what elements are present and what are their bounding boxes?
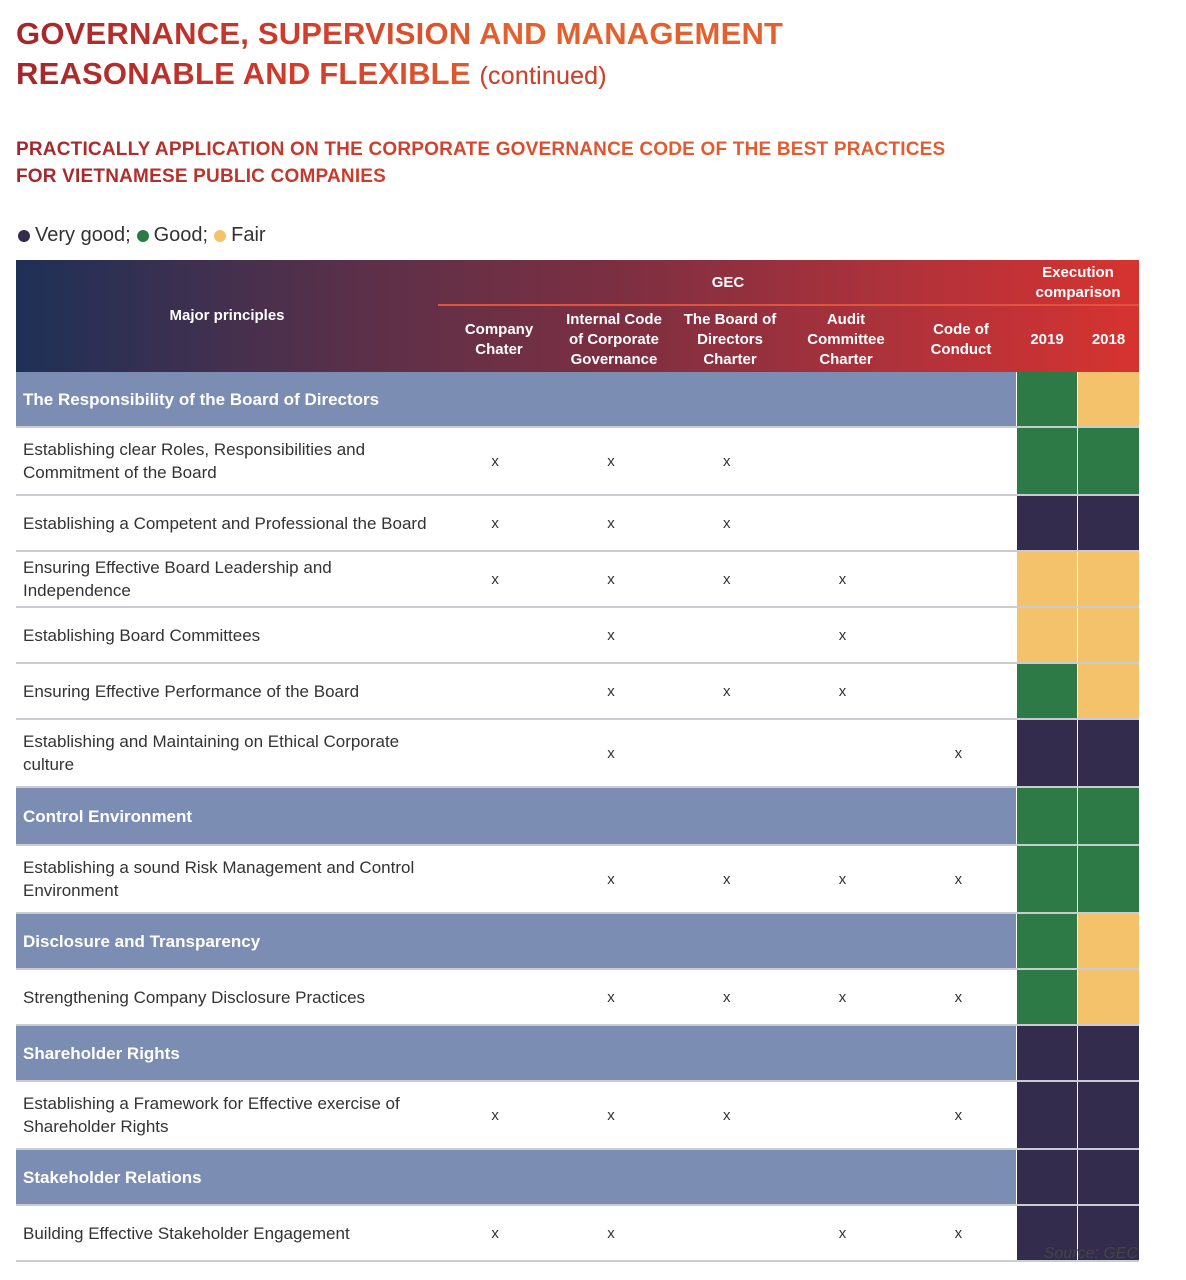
mark-cell: x — [722, 570, 731, 588]
mark-cell: x — [607, 1106, 615, 1124]
table-row — [16, 970, 1139, 1026]
rating-cell-2018 — [1077, 664, 1139, 718]
mark-cell — [437, 664, 553, 718]
mark-cell — [669, 788, 785, 844]
rating-cell-2019 — [1016, 846, 1077, 912]
mark-cell: x — [491, 452, 499, 470]
mark-cell — [785, 496, 901, 550]
rating-cell-2019 — [1016, 608, 1077, 662]
table-row — [16, 1082, 1139, 1150]
legend-label: Good; — [153, 224, 209, 246]
legend-label: Very good; — [35, 224, 131, 246]
header-board-charter: The Board of Directors Charter — [683, 311, 777, 368]
source-note: Source: GEC — [1043, 1245, 1138, 1262]
mark-cell — [785, 720, 901, 786]
principle-label: Strengthening Company Disclosure Practices — [23, 987, 366, 1007]
rating-cell-2019 — [1016, 970, 1077, 1024]
mark-cell — [785, 1082, 901, 1148]
mark-cell — [669, 1150, 785, 1204]
mark-cell — [553, 914, 669, 968]
mark-cell — [669, 1026, 785, 1080]
header-code-of-conduct: Code of Conduct — [930, 321, 992, 358]
header-gec: GEC — [711, 274, 745, 291]
rating-cell-2019 — [1016, 914, 1077, 968]
mark-cell: x — [607, 988, 615, 1006]
mark-cell — [900, 788, 1016, 844]
rating-cell-2018 — [1077, 496, 1139, 550]
mark-cell: x — [722, 452, 731, 470]
rating-cell-2019 — [1016, 1150, 1077, 1204]
mark-cell — [669, 914, 785, 968]
mark-cell — [900, 608, 1016, 662]
rating-cell-2018 — [1077, 970, 1139, 1024]
mark-cell: x — [722, 870, 731, 888]
mark-cell: x — [607, 514, 615, 532]
table-row — [16, 1206, 1139, 1262]
mark-cell: x — [491, 1106, 499, 1124]
mark-cell — [553, 372, 669, 426]
principle-label: Establishing Board Committees — [23, 625, 261, 645]
rating-cell-2019 — [1016, 552, 1077, 606]
mark-cell: x — [607, 570, 615, 588]
rating-cell-2018 — [1077, 914, 1139, 968]
table-header — [16, 260, 1139, 372]
category-row — [16, 1026, 1139, 1082]
rating-cell-2018 — [1077, 846, 1139, 912]
rating-cell-2018 — [1077, 720, 1139, 786]
mark-cell — [669, 720, 785, 786]
header-divider — [438, 304, 1017, 306]
principle-label: Establishing a Competent and Professional the Board — [23, 513, 427, 533]
mark-cell: x — [838, 626, 847, 644]
legend-item-good — [137, 224, 208, 247]
mark-cell — [900, 1026, 1016, 1080]
mark-cell: x — [838, 870, 847, 888]
category-label: Shareholder Rights — [23, 1043, 180, 1063]
category-label: Control Environment — [23, 806, 193, 826]
mark-cell: x — [954, 1224, 963, 1242]
very-good-dot-icon — [18, 230, 30, 242]
mark-cell — [900, 552, 1016, 606]
mark-cell — [437, 970, 553, 1024]
header-execution-comparison: Execution comparison — [1035, 264, 1121, 301]
title-line-1: GOVERNANCE, SUPERVISION AND MANAGEMENT — [16, 16, 784, 51]
category-row — [16, 914, 1139, 970]
mark-cell: x — [838, 570, 847, 588]
mark-cell — [785, 428, 901, 494]
principle-label: Establishing a Framework for Effective exercise of Shareholder Rights — [23, 1094, 400, 1136]
mark-cell: x — [722, 1106, 731, 1124]
governance-table — [16, 260, 1139, 1262]
rating-cell-2018 — [1077, 1082, 1139, 1148]
mark-cell — [785, 1150, 901, 1204]
table-row — [16, 664, 1139, 720]
table-row — [16, 720, 1139, 788]
rating-cell-2018 — [1077, 428, 1139, 494]
mark-cell: x — [838, 988, 847, 1006]
mark-cell — [669, 1206, 785, 1260]
mark-cell — [437, 914, 553, 968]
mark-cell — [437, 720, 553, 786]
fair-dot-icon — [214, 230, 226, 242]
category-label: Stakeholder Relations — [23, 1167, 202, 1187]
mark-cell: x — [954, 870, 963, 888]
rating-cell-2019 — [1016, 496, 1077, 550]
mark-cell — [900, 1150, 1016, 1204]
rating-cell-2019 — [1016, 720, 1077, 786]
mark-cell — [437, 608, 553, 662]
good-dot-icon — [137, 230, 149, 242]
mark-cell: x — [607, 452, 615, 470]
mark-cell — [900, 914, 1016, 968]
mark-cell — [553, 1026, 669, 1080]
legend-item-very-good — [18, 224, 131, 247]
mark-cell — [669, 372, 785, 426]
mark-cell — [785, 372, 901, 426]
principle-label: Establishing a sound Risk Management and Control Environment — [23, 858, 415, 900]
header-divider — [1017, 304, 1139, 306]
principle-label: Building Effective Stakeholder Engagement — [23, 1223, 350, 1243]
mark-cell — [437, 846, 553, 912]
mark-cell: x — [722, 988, 731, 1006]
rating-cell-2019 — [1016, 788, 1077, 844]
page-title — [16, 14, 783, 96]
principle-label: Ensuring Effective Performance of the Board — [23, 681, 360, 701]
legend-item-fair — [214, 224, 265, 247]
mark-cell: x — [838, 682, 847, 700]
mark-cell — [553, 1150, 669, 1204]
mark-cell — [785, 1026, 901, 1080]
rating-cell-2018 — [1077, 1150, 1139, 1204]
table-subtitle — [16, 136, 945, 190]
category-label: Disclosure and Transparency — [23, 931, 261, 951]
principle-label: Ensuring Effective Board Leadership and Independence — [23, 558, 332, 600]
mark-cell: x — [607, 626, 615, 644]
table-row — [16, 608, 1139, 664]
mark-cell — [437, 1026, 553, 1080]
header-year-2018: 2018 — [1091, 331, 1126, 348]
mark-cell — [900, 372, 1016, 426]
rating-cell-2018 — [1077, 788, 1139, 844]
mark-cell — [437, 788, 553, 844]
rating-cell-2019 — [1016, 372, 1077, 426]
table-row — [16, 552, 1139, 608]
mark-cell: x — [607, 744, 615, 762]
title-line-2 — [16, 54, 783, 96]
table-row — [16, 428, 1139, 496]
category-label: The Responsibility of the Board of Directors — [23, 389, 380, 409]
mark-cell: x — [722, 682, 731, 700]
mark-cell: x — [607, 870, 615, 888]
mark-cell: x — [491, 514, 499, 532]
mark-cell — [785, 788, 901, 844]
header-company-charter: Company Chater — [464, 321, 534, 358]
rating-cell-2019 — [1016, 1026, 1077, 1080]
legend-label: Fair — [231, 224, 266, 246]
header-audit-committee-charter: Audit Committee Charter — [807, 311, 885, 368]
mark-cell — [900, 428, 1016, 494]
title-continued: (continued) — [479, 62, 607, 90]
category-row — [16, 1150, 1139, 1206]
title-line-2-text: REASONABLE AND FLEXIBLE — [16, 56, 471, 91]
subtitle-line-1: PRACTICALLY APPLICATION ON THE CORPORATE GOVERNANCE CODE OF THE BEST PRACTICES — [16, 139, 946, 160]
mark-cell — [437, 1150, 553, 1204]
rating-cell-2018 — [1077, 552, 1139, 606]
mark-cell — [900, 496, 1016, 550]
rating-cell-2019 — [1016, 664, 1077, 718]
category-row — [16, 788, 1139, 846]
rating-cell-2019 — [1016, 1082, 1077, 1148]
mark-cell — [785, 914, 901, 968]
mark-cell — [900, 664, 1016, 718]
mark-cell: x — [954, 1106, 963, 1124]
mark-cell — [553, 788, 669, 844]
header-year-2019: 2019 — [1030, 331, 1064, 348]
principle-label: Establishing and Maintaining on Ethical Corporate culture — [23, 732, 400, 774]
mark-cell — [437, 372, 553, 426]
rating-legend — [18, 224, 272, 247]
principle-label: Establishing clear Roles, Responsibilities and Commitment of the Board — [23, 440, 366, 482]
subtitle-line-2: FOR VIETNAMESE PUBLIC COMPANIES — [16, 166, 387, 187]
mark-cell: x — [607, 682, 615, 700]
mark-cell: x — [954, 988, 963, 1006]
header-internal-code: Internal Code of Corporate Governance — [566, 311, 662, 368]
table-row — [16, 496, 1139, 552]
table-row — [16, 846, 1139, 914]
mark-cell: x — [491, 570, 499, 588]
rating-cell-2018 — [1077, 608, 1139, 662]
rating-cell-2018 — [1077, 1026, 1139, 1080]
rating-cell-2018 — [1077, 372, 1139, 426]
header-major-principles: Major principles — [169, 307, 285, 324]
category-row — [16, 372, 1139, 428]
mark-cell: x — [607, 1224, 615, 1242]
mark-cell: x — [838, 1224, 847, 1242]
table-body — [16, 372, 1139, 1262]
mark-cell: x — [491, 1224, 499, 1242]
mark-cell: x — [722, 514, 731, 532]
mark-cell — [669, 608, 785, 662]
rating-cell-2019 — [1016, 428, 1077, 494]
mark-cell: x — [954, 744, 963, 762]
